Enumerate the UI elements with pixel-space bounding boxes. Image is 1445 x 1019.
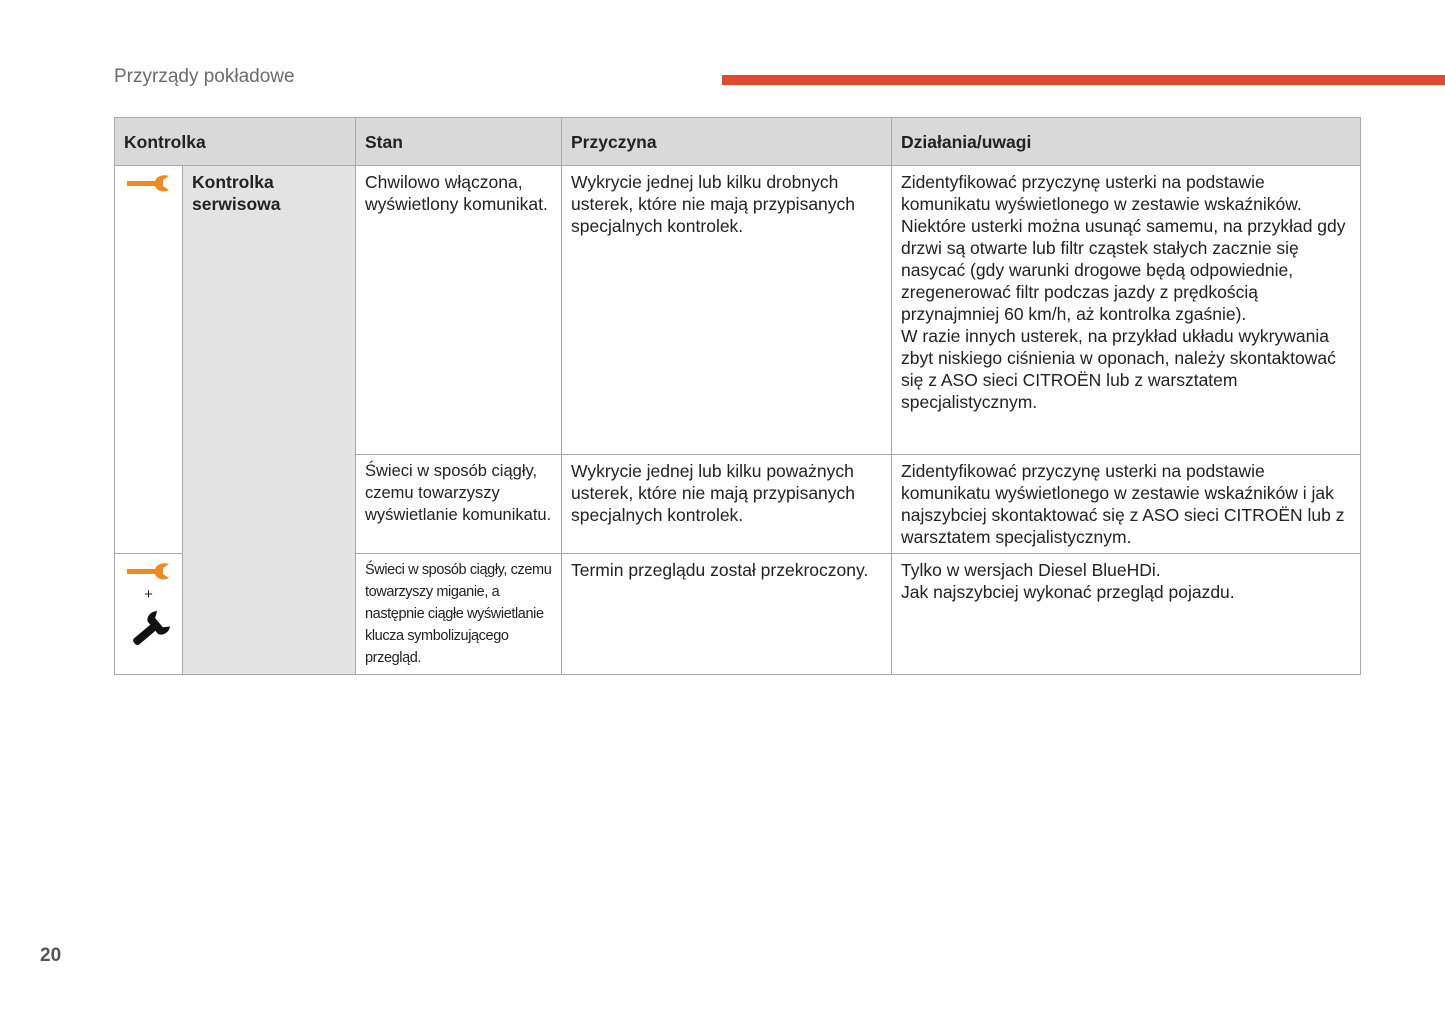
column-header-przyczyna: Przyczyna xyxy=(562,118,892,166)
dzialania-cell: Zidentyfikować przyczynę usterki na podstawie komunikatu wyświetlonego w zestawie wskaźników i jak najszybciej skontaktować się z ASO sieci CITROËN lub z warsztatem specjalistycznym. xyxy=(892,455,1361,554)
przyczyna-cell: Wykrycie jednej lub kilku drobnych usterek, które nie mają przypisanych specjalnych kontrolek. xyxy=(562,166,892,455)
warning-lights-table xyxy=(114,117,1361,675)
przyczyna-cell: Wykrycie jednej lub kilku poważnych usterek, które nie mają przypisanych specjalnych kontrolek. xyxy=(562,455,892,554)
indicator-name: Kontrolka serwisowa xyxy=(183,166,356,675)
icon-cell xyxy=(115,166,183,554)
stan-cell: Świeci w sposób ciągły, czemu towarzyszy wyświetlanie komunikatu. xyxy=(356,455,562,554)
przyczyna-cell: Termin przeglądu został przekroczony. xyxy=(562,554,892,675)
table-header-row xyxy=(115,118,1361,166)
table-row xyxy=(115,166,1361,455)
page-number: 20 xyxy=(40,945,62,966)
column-header-dzialania: Działania/uwagi xyxy=(892,118,1361,166)
dzialania-cell: Zidentyfikować przyczynę usterki na podstawie komunikatu wyświetlonego w zestawie wskaźników. Niektóre usterki można usunąć samemu, na przykład gdy drzwi są otwarte lub filtr cząstek stałych zacznie się nasycać (gdy warunki drogowe będą odpowiednie, zregenerować filtr podczas jazdy z prędkością przynajmniej 60 km/h, aż kontrolka zgaśnie). W razie innych usterek, na przykład układu wykrywania zbyt niskiego ciśnienia w oponach, należy skontaktować się z ASO sieci CITROËN lub z warsztatem specjalistycznym. xyxy=(892,166,1361,455)
header-accent-bar xyxy=(722,75,1445,85)
column-header-kontrolka: Kontrolka xyxy=(115,118,356,166)
plus-sign: + xyxy=(144,586,153,603)
icon-cell xyxy=(115,554,183,675)
wrench-icon xyxy=(119,562,178,582)
stan-cell: Świeci w sposób ciągły, czemu towarzyszy miganie, a następnie ciągłe wyświetlanie klucza symbolizującego przegląd. xyxy=(356,554,562,675)
service-key-icon xyxy=(119,610,178,652)
section-title: Przyrządy pokładowe xyxy=(114,66,295,87)
column-header-stan: Stan xyxy=(356,118,562,166)
stan-cell: Chwilowo włączona, wyświetlony komunikat. xyxy=(356,166,562,455)
dzialania-cell: Tylko w wersjach Diesel BlueHDi. Jak najszybciej wykonać przegląd pojazdu. xyxy=(892,554,1361,675)
wrench-icon xyxy=(119,174,178,194)
